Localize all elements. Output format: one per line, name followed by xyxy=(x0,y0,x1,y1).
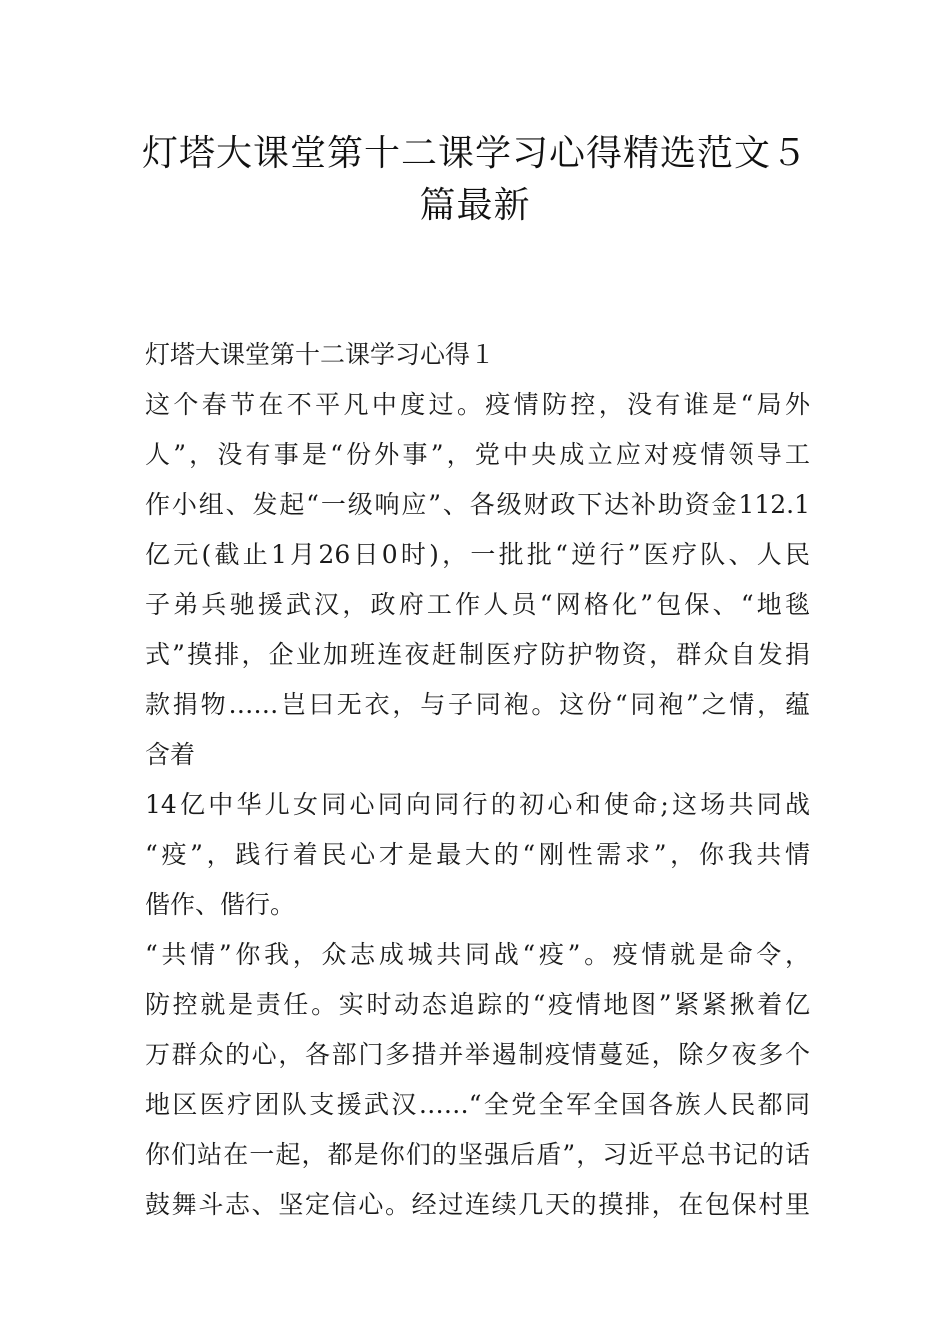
paragraph-line: “共情”你我，众志成城共同战“疫”。疫情就是命令， xyxy=(145,940,810,969)
paragraph-line: 万群众的心，各部门多措并举遏制疫情蔓延，除夕夜多个 xyxy=(145,1040,810,1069)
paragraph-line: 子弟兵驰援武汉，政府工作人员“网格化”包保、“地毯 xyxy=(145,590,810,619)
paragraph-line: 含着 xyxy=(145,740,196,769)
paragraph-line: 亿元(截止1月26日0时)，一批批“逆行”医疗队、人民 xyxy=(145,540,810,569)
paragraph-line: “疫”，践行着民心才是最大的“刚性需求”，你我共情 xyxy=(145,840,810,869)
title-line-1: 灯塔大课堂第十二课学习心得精选范文５ xyxy=(141,133,808,174)
paragraph-line: 作小组、发起“一级响应”、各级财政下达补助资金112.1 xyxy=(145,490,810,519)
paragraph-line: 人”，没有事是“份外事”，党中央成立应对疫情领导工 xyxy=(145,440,810,469)
paragraph-1 xyxy=(145,380,810,780)
paragraph-line: 这个春节在不平凡中度过。疫情防控，没有谁是“局外 xyxy=(145,390,810,419)
paragraph-line: 偕作、偕行。 xyxy=(145,890,296,919)
title-line-2: 篇最新 xyxy=(419,185,531,226)
paragraph-line: 防控就是责任。实时动态追踪的“疫情地图”紧紧揪着亿 xyxy=(145,990,810,1019)
paragraph-3 xyxy=(145,930,810,1230)
section-heading: 灯塔大课堂第十二课学习心得１ xyxy=(145,340,496,369)
paragraph-line: 式”摸排，企业加班连夜赶制医疗防护物资，群众自发捐 xyxy=(145,640,810,669)
paragraph-line: 鼓舞斗志、坚定信心。经过连续几天的摸排，在包保村里 xyxy=(145,1190,810,1219)
paragraph-line: 款捐物……岂曰无衣，与子同袍。这份“同袍”之情，蕴 xyxy=(145,690,810,719)
paragraph-line: 14亿中华儿女同心同向同行的初心和使命;这场共同战 xyxy=(145,790,810,819)
paragraph-2 xyxy=(145,780,810,930)
paragraph-line: 你们站在一起，都是你们的坚强后盾”，习近平总书记的话 xyxy=(145,1140,810,1169)
page-title xyxy=(100,128,850,232)
paragraph-line: 地区医疗团队支援武汉……“全党全军全国各族人民都同 xyxy=(145,1090,810,1119)
document-body xyxy=(145,330,810,1230)
